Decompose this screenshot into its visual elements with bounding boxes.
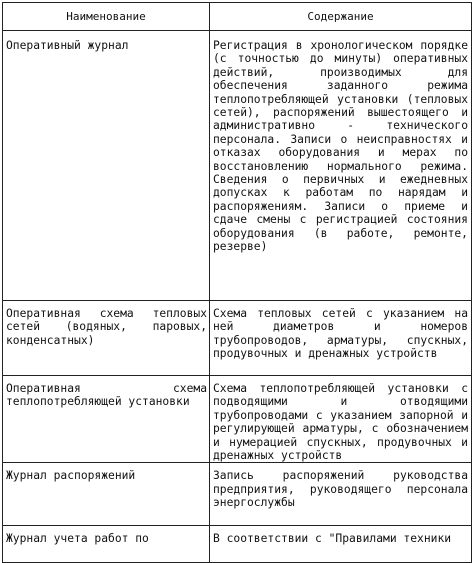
- row-name: Оперативный журнал: [6, 39, 129, 52]
- row-content-cell: [210, 31, 472, 301]
- table-row: [3, 301, 472, 376]
- row-content-cell: [210, 526, 472, 563]
- row-name-cell: [3, 376, 210, 463]
- row-content: Схема теплопотребляющей установки с подводящими и отводящими трубопроводами с указанием запорной и регулирующей арматуры, с обозначением и нумерацией спускных, продувочных и дренажных устройств: [213, 382, 468, 463]
- row-content-cell: [210, 376, 472, 463]
- document-table: [2, 2, 472, 563]
- row-content: В соответствии с "Правилами техники: [213, 532, 452, 546]
- row-name-cell: [3, 526, 210, 563]
- header-name: Наименование: [3, 3, 210, 31]
- table-row: [3, 31, 472, 301]
- table-row: [3, 376, 472, 463]
- row-content-cell: [210, 301, 472, 376]
- row-name-cell: [3, 463, 210, 526]
- table-row: [3, 526, 472, 563]
- row-name-cell: [3, 301, 210, 376]
- table-header-row: [3, 3, 472, 31]
- row-name: Оперативная схема теплопотребляющей установки: [6, 382, 207, 409]
- row-content-cell: [210, 463, 472, 526]
- row-content: Схема тепловых сетей с указанием на ней диаметров и номеров трубопроводов, арматуры, спускных, продувочных и дренажных устройств: [213, 307, 468, 361]
- row-name: Журнал учета работ по: [6, 532, 149, 546]
- row-content: Запись распоряжений руководства предприятия, руководящего персонала энергослужбы: [213, 469, 468, 510]
- row-name: Журнал распоряжений: [6, 469, 136, 483]
- header-content: Содержание: [210, 3, 472, 31]
- row-name-cell: [3, 31, 210, 301]
- row-content: Регистрация в хронологическом порядке (с точностью до минуты) оперативных действий, производимых для обеспечения заданного режима теплопотребляющей установки (тепловых сетей), распоряжений вышестоящего и административно - технического персонала. Записи о неисправностях и отказах оборудования и мерах по восстановлению нормального режима. Сведения о первичных и ежедневных допусках к работам по нарядам и распоряжениям. Записи о приеме и сдаче смены с регистрацией состояния оборудования (в работе, ремонте, резерве): [213, 39, 468, 254]
- table-row: [3, 463, 472, 526]
- row-name: Оперативная схема тепловых сетей (водяных, паровых, конденсатных): [6, 307, 207, 347]
